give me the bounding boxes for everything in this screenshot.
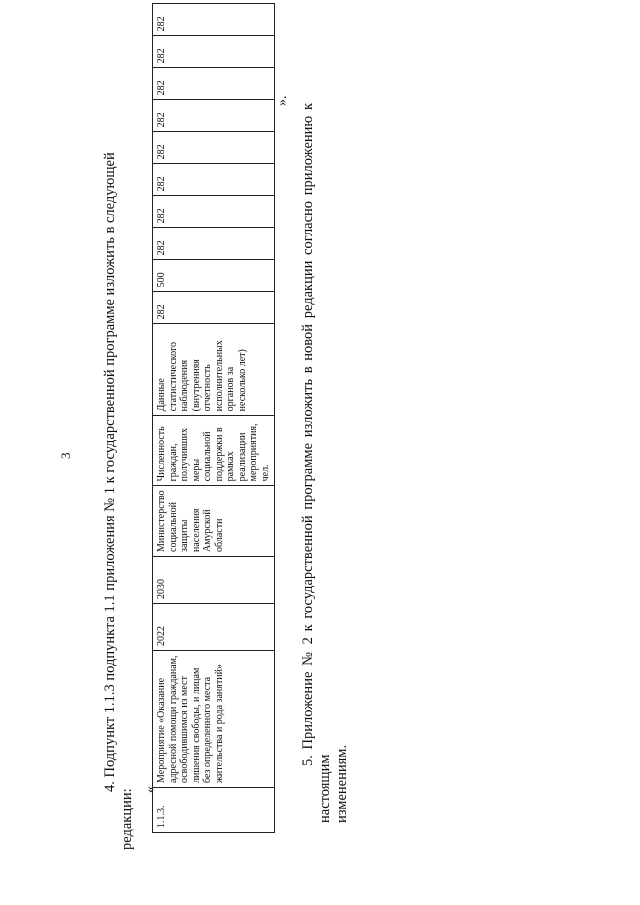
cell-end-year: 2030 <box>153 557 275 604</box>
cell-indicator: Численность граждан, получивших меры социальной поддержки в рамках реализации мероприятия, чел. <box>153 416 275 486</box>
paragraph-5-line-1: 5. Приложение № 2 к государственной программе изложить в новой редакции согласно приложению к настоящим <box>300 103 333 823</box>
close-quote: ». <box>275 95 290 106</box>
cell-event-name: Мероприятие «Оказание адресной помощи гражданам, освободившимся из мест лишения свободы, и лицам без определенного места жительства и рода занятий» <box>153 651 275 788</box>
cell-executor: Министерство социальной защиты населения Амурской области <box>153 486 275 557</box>
paragraph-5-line-2: изменениям. <box>334 744 350 823</box>
cell-value: 282 <box>153 196 275 228</box>
paragraph-5 <box>300 103 351 823</box>
cell-value: 282 <box>153 132 275 164</box>
cell-value: 282 <box>153 68 275 100</box>
cell-value: 500 <box>153 260 275 292</box>
paragraph-4-line-2: редакции: <box>119 788 135 850</box>
cell-value: 282 <box>153 100 275 132</box>
program-table <box>152 3 275 833</box>
paragraph-4 <box>102 120 136 850</box>
cell-start-year: 2022 <box>153 604 275 651</box>
cell-number: 1.1.3. <box>153 788 275 833</box>
cell-value: 282 <box>153 4 275 36</box>
cell-source: Данные статистического наблюдения (внутренняя отчетность исполнительных органов за несколько лет) <box>153 324 275 416</box>
cell-value: 282 <box>153 292 275 324</box>
paragraph-4-line-1: 4. Подпункт 1.1.3 подпункта 1.1 приложения № 1 к государственной программе изложить в следующей <box>102 152 118 792</box>
cell-value: 282 <box>153 36 275 68</box>
table-row <box>153 4 275 833</box>
page-number: 3 <box>58 452 73 459</box>
cell-value: 282 <box>153 228 275 260</box>
open-quote: « <box>143 786 158 793</box>
cell-value: 282 <box>153 164 275 196</box>
